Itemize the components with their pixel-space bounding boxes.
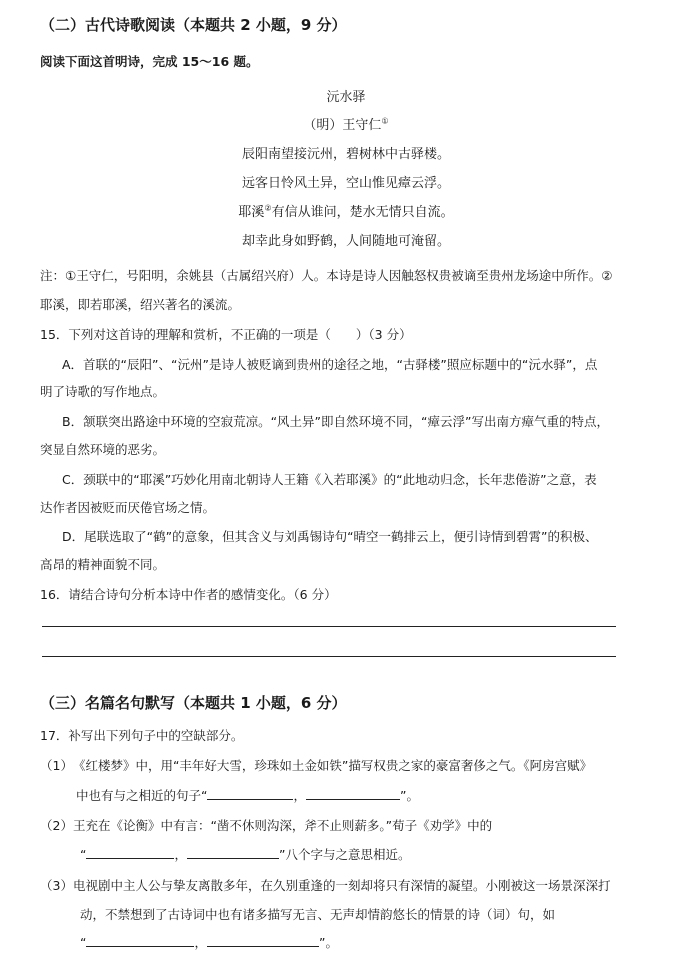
q17-part3-line-3: [80, 933, 338, 951]
q16-answer-line-2[interactable]: [42, 656, 616, 657]
q17-part2-suffix: ”八个字与之意思相近。: [279, 847, 411, 862]
q16-answer-line-1[interactable]: [42, 626, 616, 627]
q17-part2-prefix: “: [80, 847, 87, 862]
q17-part1-suffix: ”。: [400, 788, 419, 803]
poem-author: [0, 114, 692, 133]
poem-line-3: [0, 201, 692, 220]
q15-option-b-line-2: 突显自然环境的恶劣。: [40, 442, 166, 457]
poem-line-4: 却幸此身如野鹤，人间随地可淹留。: [241, 234, 450, 249]
q15-option-d-line-2: 高昂的精神面貌不同。: [40, 557, 166, 572]
q17-part3-prefix: “: [80, 935, 87, 950]
q17-part3-blank-2[interactable]: [207, 933, 319, 947]
poem-title: 沅水驿: [326, 90, 366, 105]
q17-part3-blank-1[interactable]: [86, 933, 194, 947]
q17-part1-prefix: 中也有与之相近的句子“: [76, 788, 208, 803]
poem-author-note-mark: ①: [381, 116, 389, 126]
q15-option-c-line-2: 达作者因被贬而厌倦官场之情。: [40, 500, 216, 515]
q17-part1-comma: ，: [293, 788, 306, 803]
q17-part2-line-2: [80, 845, 410, 863]
q16-stem: 16．请结合诗句分析本诗中作者的感情变化。（6 分）: [40, 587, 337, 602]
notes-line-1: 注：①王守仁，号阳明，余姚县（古属绍兴府）人。本诗是诗人因触怒权贵被谪至贵州龙场途中所作。②: [40, 268, 613, 283]
q17-part3-suffix: ”。: [319, 935, 338, 950]
q17-part1-blank-1[interactable]: [207, 786, 293, 800]
q17-part3-line-1: （3）电视剧中主人公与挚友离散多年，在久别重逢的一刻却将只有深情的凝望。小刚被这一场景深深打: [40, 878, 611, 893]
q17-part2-blank-2[interactable]: [187, 845, 279, 859]
q17-part2-comma: ，: [174, 847, 187, 862]
q15-option-d-line-1: D．尾联选取了“鹤”的意象，但其含义与刘禹锡诗句“晴空一鹤排云上，便引诗情到碧霄”的积极、: [62, 529, 598, 544]
q17-part3-line-2: 动，不禁想到了古诗词中也有诸多描写无言、无声却情韵悠长的情景的诗（词）句，如: [80, 907, 556, 922]
q15-option-b-line-1: B．颔联突出路途中环境的空寂荒凉。“风土异”即自然环境不同，“瘴云浮”写出南方瘴气重的特点，: [62, 414, 609, 429]
q17-part1-line-1: （1） 《红楼梦》中，用“丰年好大雪，珍珠如土金如铁”描写权贵之家的豪富奢侈之气。《阿房宫赋》: [40, 758, 593, 773]
section3-heading: （三）名篇名句默写（本题共 1 小题，6 分）: [40, 694, 347, 712]
q15-option-a-line-1: A．首联的“辰阳”、“沅州”是诗人被贬谪到贵州的途径之地，“古驿楼”照应标题中的“沅水驿”，点: [62, 357, 598, 372]
poem-line-3-a: 耶溪: [238, 205, 265, 220]
poem-line-3-note-mark: ②: [264, 203, 272, 213]
q17-part1-line-2: [76, 786, 419, 804]
q15-option-c-line-1: C．颈联中的“耶溪”巧妙化用南北朝诗人王籍《入若耶溪》的“此地动归念，长年悲倦游”之意，表: [62, 472, 597, 487]
notes-line-2: 耶溪，即若耶溪，绍兴著名的溪流。: [40, 297, 241, 312]
q17-part2-blank-1[interactable]: [86, 845, 174, 859]
section2-instruction: 阅读下面这首明诗，完成 15～16 题。: [40, 54, 259, 69]
poem-author-name: （明）王守仁: [303, 118, 382, 133]
q17-part3-comma: ，: [194, 935, 207, 950]
poem-line-1: 辰阳南望接沅州，碧树林中古驿楼。: [241, 147, 450, 162]
poem-line-2: 远客日怜风土异，空山惟见瘴云浮。: [241, 176, 450, 191]
q17-stem: 17．补写出下列句子中的空缺部分。: [40, 728, 244, 743]
poem-line-3-b: 有信从谁问，楚水无情只自流。: [271, 205, 454, 220]
q15-stem: 15．下列对这首诗的理解和赏析，不正确的一项是（ ）（3 分）: [40, 327, 412, 342]
q17-part1-blank-2[interactable]: [306, 786, 400, 800]
q15-option-a-line-2: 明了诗歌的写作地点。: [40, 384, 166, 399]
q17-part2-line-1: （2）王充在《论衡》中有言：“凿不休则沟深，斧不止则薪多。”荀子《劝学》中的: [40, 818, 493, 833]
section2-heading: （二）古代诗歌阅读（本题共 2 小题，9 分）: [40, 16, 347, 34]
